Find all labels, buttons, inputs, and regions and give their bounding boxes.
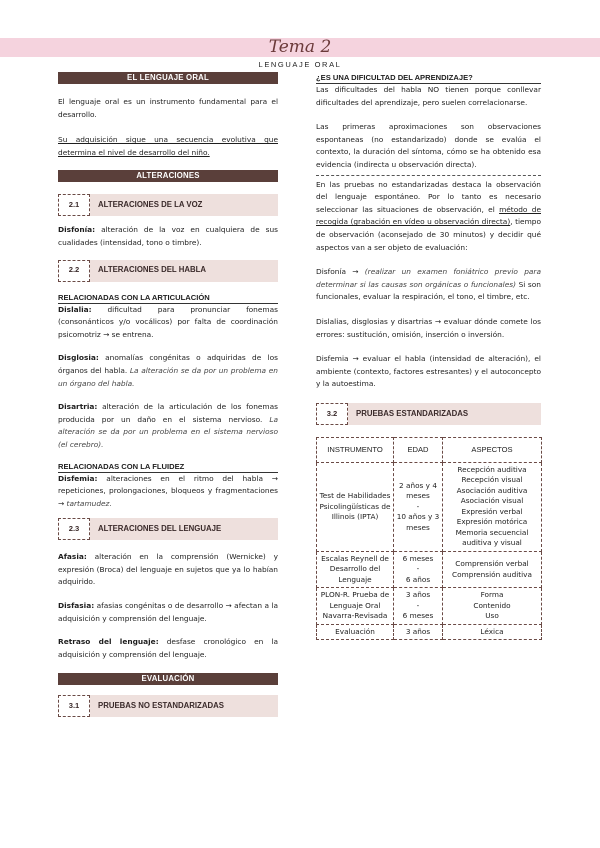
question-answer: Las dificultades del habla NO tienen porque conllevar dificultades del aprendizaje, pero suelen correlacionarse. (316, 85, 541, 107)
observation-paragraph: Las primeras aproximaciones son observaciones espontaneas (no estandarizado) donde se evalúa el contexto, la duración del síntoma, cómo se ha obtenido esa evidencia (indirecta u observación directa). (316, 122, 541, 169)
table-cell: Léxica (443, 624, 542, 640)
subsection-label: PRUEBAS NO ESTANDARIZADAS (98, 701, 224, 711)
dislalias-evaluation: Dislalias, disglosias y disartrias → evaluar dónde comete los errores: sustitución, omisión, inserción o inversión. (316, 316, 541, 339)
disfasia-definition: Disfasia: afasias congénitas o de desarrollo → afectan a la adquisición y comprensión del lenguaje. (58, 601, 278, 623)
table-cell: PLON-R. Prueba de Lenguaje Oral Navarra-Revisada (317, 588, 394, 625)
subsection-label: ALTERACIONES DE LA VOZ (98, 200, 203, 210)
disfemia-definition: Disfemia: alteraciones en el ritmo del habla → repeticiones, prolongaciones, bloqueos y fragmentaciones → tartamudez. (58, 473, 278, 508)
subsection-2-1 (58, 194, 278, 216)
subsection-label: ALTERACIONES DEL HABLA (98, 265, 207, 275)
page-title: Tema 2 (268, 37, 332, 57)
table-cell: 3 años (394, 624, 443, 640)
subsection-number: 2.3 (58, 518, 90, 540)
column-header: INSTRUMENTO (317, 437, 394, 462)
column-header: EDAD (394, 437, 443, 462)
subsection-number: 2.2 (58, 260, 90, 282)
table-cell: 3 años - 6 meses (394, 588, 443, 625)
dislalia-definition: Dislalia: dificultad para pronunciar fonemas (consonánticos y/o vocálicos) por falta de coordinación psicomotriz → se entrena. (58, 304, 278, 339)
table-cell: 6 meses - 6 años (394, 551, 443, 588)
disartria-definition: Disartria: alteración de la articulación de los fonemas producida por un daño en el sistema nervioso. La alteración se da por un problema en el sistema nervioso (el cerebro). (58, 402, 278, 449)
table-cell: Comprensión verbal Comprensión auditiva (443, 551, 542, 588)
subsection-2-3 (58, 518, 278, 540)
table-row (317, 588, 542, 625)
intro-paragraph-underlined: Su adquisición sigue una secuencia evolutiva que determina el nivel de desarrollo del niño. (58, 135, 278, 157)
dashed-divider (316, 175, 541, 176)
fluidez-heading: RELACIONADAS CON LA FLUIDEZ (58, 461, 278, 473)
table-header-row (317, 437, 542, 462)
right-column (316, 72, 541, 640)
table-row (317, 462, 542, 551)
table-cell: Escalas Reynell de Desarrollo del Lenguaje (317, 551, 394, 588)
subsection-3-2 (316, 403, 541, 425)
table-cell: 2 años y 4 meses - 10 años y 3 meses (394, 462, 443, 551)
disfonia-definition: Disfonía: alteración de la voz en cualquiera de sus cualidades (intensidad, tono o timbre). (58, 225, 278, 247)
subsection-number: 2.1 (58, 194, 90, 216)
subsection-label: PRUEBAS ESTANDARIZADAS (356, 408, 469, 418)
column-header: ASPECTOS (443, 437, 542, 462)
articulacion-heading: RELACIONADAS CON LA ARTICULACIÓN (58, 292, 278, 304)
subsection-2-2 (58, 260, 278, 282)
disfemia-evaluation: Disfemia → evaluar el habla (intensidad de alteración), el ambiente (contexto, factores estresantes) y el autoconcepto y la autoestima. (316, 354, 541, 389)
section-heading-alteraciones: ALTERACIONES (58, 170, 278, 182)
subsection-label: ALTERACIONES DEL LENGUAJE (98, 523, 222, 533)
subsection-number: 3.2 (316, 403, 348, 425)
non-standardized-paragraph: En las pruebas no estandarizadas destaca la observación del lenguaje espontáneo. Por lo tanto es necesario seleccionar las situaciones de observación, el método de recogida (grabación en vídeo u observación directa), tiempo de observación (aconsejado de 30 minutos) y decidir qué aspectos van a ser objeto de evaluación: (316, 179, 542, 252)
standardized-tests-table (316, 437, 542, 641)
afasia-definition: Afasia: alteración en la comprensión (Wernicke) y expresión (Broca) del lenguaje en sujetos que ya lo habían adquirido. (58, 552, 278, 587)
intro-paragraph: El lenguaje oral es un instrumento fundamental para el desarrollo. (58, 97, 278, 119)
retraso-definition: Retraso del lenguaje: desfase cronológico en la adquisición y comprensión del lenguaje. (58, 637, 278, 659)
table-cell: Evaluación (317, 624, 394, 640)
question-heading: ¿ES UNA DIFICULTAD DEL APRENDIZAJE? (316, 72, 541, 84)
section-heading-evaluacion: EVALUACIÓN (58, 673, 278, 685)
subsection-number: 3.1 (58, 695, 90, 717)
disglosia-definition: Disglosia: anomalías congénitas o adquiridas de los órganos del habla. La alteración se da por un problema en un órgano del habla. (58, 353, 278, 388)
table-cell: Recepción auditiva Recepción visual Asociación auditiva Asociación visual Expresión verbal Expresión motórica Memoria secuencial auditiva y visual (443, 462, 542, 551)
page-subtitle: LENGUAJE ORAL (258, 60, 342, 69)
table-row (317, 551, 542, 588)
subsection-3-1 (58, 695, 278, 717)
disfonia-evaluation: Disfonía → (realizar un examen foniátrico previo para determinar si las causas son orgánicas o funcionales) Si son funcionales, evaluar la respiración, el tono, el timbre, etc. (316, 267, 541, 302)
table-cell: Test de Habilidades Psicolingüísticas de Illinois (IPTA) (317, 462, 394, 551)
section-heading-lenguaje-oral: EL LENGUAJE ORAL (58, 72, 278, 84)
table-row (317, 624, 542, 640)
table-cell: Forma Contenido Uso (443, 588, 542, 625)
left-column (58, 72, 278, 717)
